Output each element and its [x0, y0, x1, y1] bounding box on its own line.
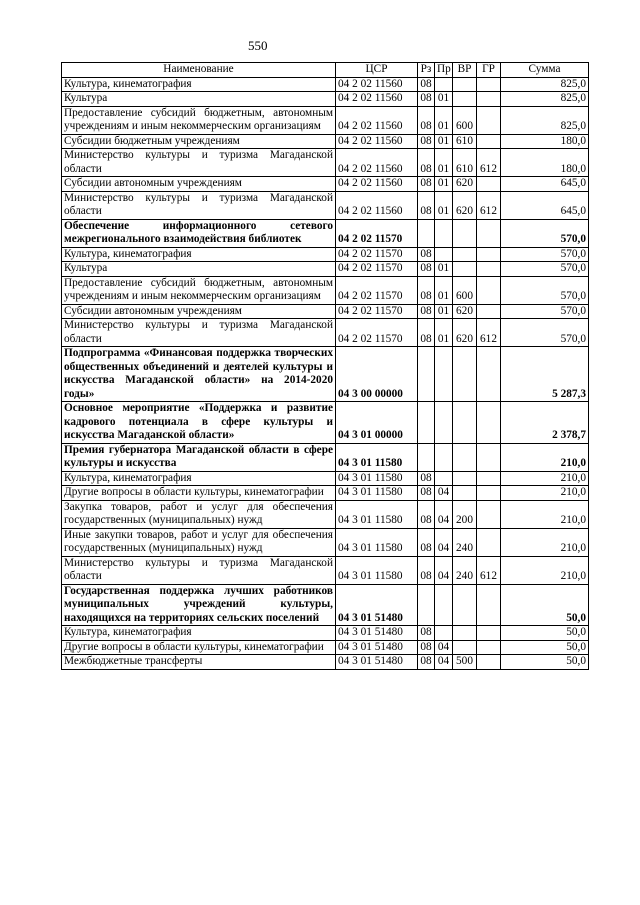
row-vr-cell	[453, 402, 477, 444]
row-rz-cell	[418, 443, 435, 471]
row-csr-cell: 04 3 01 00000	[336, 402, 418, 444]
table-row	[62, 486, 589, 501]
row-sum-cell: 570,0	[501, 247, 589, 262]
row-gr-cell	[477, 92, 501, 107]
row-sum-cell: 570,0	[501, 304, 589, 319]
row-sum-cell: 570,0	[501, 262, 589, 277]
row-sum-cell: 180,0	[501, 149, 589, 177]
row-csr-cell: 04 2 02 11560	[336, 106, 418, 134]
row-pr-cell: 01	[435, 149, 453, 177]
row-vr-cell	[453, 486, 477, 501]
row-gr-cell	[477, 276, 501, 304]
row-sum-cell: 210,0	[501, 443, 589, 471]
table-row	[62, 149, 589, 177]
row-sum-cell: 210,0	[501, 528, 589, 556]
row-pr-cell: 04	[435, 556, 453, 584]
row-rz-cell: 08	[418, 149, 435, 177]
row-rz-cell: 08	[418, 319, 435, 347]
row-name-cell: Предоставление субсидий бюджетным, автономным учреждениям и иным некоммерческим организациям	[62, 106, 336, 134]
row-pr-cell: 01	[435, 177, 453, 192]
row-sum-cell: 645,0	[501, 191, 589, 219]
row-gr-cell	[477, 402, 501, 444]
row-gr-cell	[477, 626, 501, 641]
column-header-rz: Рз	[418, 63, 435, 78]
row-rz-cell: 08	[418, 191, 435, 219]
row-csr-cell: 04 2 02 11560	[336, 92, 418, 107]
column-header-pr: Пр	[435, 63, 453, 78]
row-rz-cell: 08	[418, 471, 435, 486]
row-name-cell: Предоставление субсидий бюджетным, автономным учреждениям и иным некоммерческим организациям	[62, 276, 336, 304]
row-name-cell: Культура	[62, 262, 336, 277]
row-sum-cell: 50,0	[501, 640, 589, 655]
row-gr-cell	[477, 77, 501, 92]
row-sum-cell: 210,0	[501, 471, 589, 486]
row-sum-cell: 210,0	[501, 556, 589, 584]
row-vr-cell	[453, 626, 477, 641]
column-header-vr: ВР	[453, 63, 477, 78]
row-rz-cell: 08	[418, 276, 435, 304]
row-rz-cell	[418, 584, 435, 626]
row-name-cell: Субсидии автономным учреждениям	[62, 304, 336, 319]
row-pr-cell: 01	[435, 92, 453, 107]
row-name-cell: Другие вопросы в области культуры, кинематографии	[62, 640, 336, 655]
row-vr-cell: 500	[453, 655, 477, 670]
row-vr-cell: 610	[453, 134, 477, 149]
row-rz-cell	[418, 402, 435, 444]
row-pr-cell	[435, 584, 453, 626]
row-name-cell: Министерство культуры и туризма Магаданской области	[62, 556, 336, 584]
row-gr-cell	[477, 500, 501, 528]
row-csr-cell: 04 2 02 11570	[336, 247, 418, 262]
row-csr-cell: 04 3 00 00000	[336, 347, 418, 402]
row-sum-cell: 825,0	[501, 92, 589, 107]
row-gr-cell: 612	[477, 149, 501, 177]
column-header-name: Наименование	[62, 63, 336, 78]
row-csr-cell: 04 3 01 11580	[336, 471, 418, 486]
row-vr-cell	[453, 92, 477, 107]
row-pr-cell: 01	[435, 319, 453, 347]
row-csr-cell: 04 2 02 11560	[336, 134, 418, 149]
row-pr-cell: 01	[435, 191, 453, 219]
table-row	[62, 92, 589, 107]
row-pr-cell: 04	[435, 528, 453, 556]
row-gr-cell	[477, 304, 501, 319]
row-rz-cell: 08	[418, 556, 435, 584]
row-name-cell: Межбюджетные трансферты	[62, 655, 336, 670]
row-name-cell: Министерство культуры и туризма Магаданской области	[62, 191, 336, 219]
row-vr-cell	[453, 443, 477, 471]
row-gr-cell	[477, 134, 501, 149]
row-gr-cell	[477, 640, 501, 655]
row-rz-cell: 08	[418, 106, 435, 134]
row-vr-cell	[453, 347, 477, 402]
table-row	[62, 77, 589, 92]
row-pr-cell	[435, 443, 453, 471]
row-vr-cell: 600	[453, 276, 477, 304]
row-name-cell: Культура	[62, 92, 336, 107]
row-vr-cell: 620	[453, 177, 477, 192]
table-row	[62, 471, 589, 486]
table-row	[62, 247, 589, 262]
table-row	[62, 528, 589, 556]
row-gr-cell	[477, 106, 501, 134]
row-sum-cell: 5 287,3	[501, 347, 589, 402]
row-gr-cell: 612	[477, 191, 501, 219]
column-header-gr: ГР	[477, 63, 501, 78]
row-pr-cell	[435, 219, 453, 247]
row-pr-cell: 04	[435, 486, 453, 501]
row-vr-cell: 240	[453, 556, 477, 584]
row-name-cell: Обеспечение информационного сетевого межрегионального взаимодействия библиотек	[62, 219, 336, 247]
table-row	[62, 347, 589, 402]
row-sum-cell: 210,0	[501, 486, 589, 501]
row-vr-cell	[453, 247, 477, 262]
row-pr-cell: 04	[435, 640, 453, 655]
row-name-cell: Субсидии бюджетным учреждениям	[62, 134, 336, 149]
row-pr-cell: 01	[435, 304, 453, 319]
row-vr-cell	[453, 640, 477, 655]
row-rz-cell: 08	[418, 528, 435, 556]
table-row	[62, 584, 589, 626]
row-csr-cell: 04 3 01 51480	[336, 655, 418, 670]
row-csr-cell: 04 2 02 11570	[336, 219, 418, 247]
table-row	[62, 191, 589, 219]
row-gr-cell	[477, 347, 501, 402]
row-name-cell: Субсидии автономным учреждениям	[62, 177, 336, 192]
table-row	[62, 640, 589, 655]
row-sum-cell: 210,0	[501, 500, 589, 528]
row-csr-cell: 04 3 01 11580	[336, 528, 418, 556]
row-sum-cell: 825,0	[501, 106, 589, 134]
row-rz-cell: 08	[418, 134, 435, 149]
row-rz-cell	[418, 347, 435, 402]
row-rz-cell: 08	[418, 177, 435, 192]
row-csr-cell: 04 2 02 11560	[336, 149, 418, 177]
row-pr-cell: 01	[435, 106, 453, 134]
table-row	[62, 106, 589, 134]
row-rz-cell: 08	[418, 304, 435, 319]
row-rz-cell: 08	[418, 262, 435, 277]
row-gr-cell	[477, 471, 501, 486]
row-vr-cell: 610	[453, 149, 477, 177]
row-pr-cell: 04	[435, 500, 453, 528]
row-name-cell: Иные закупки товаров, работ и услуг для обеспечения государственных (муниципальных) нужд	[62, 528, 336, 556]
row-rz-cell: 08	[418, 500, 435, 528]
row-name-cell: Культура, кинематография	[62, 471, 336, 486]
row-sum-cell: 50,0	[501, 584, 589, 626]
table-row	[62, 402, 589, 444]
table-row	[62, 219, 589, 247]
row-name-cell: Культура, кинематография	[62, 626, 336, 641]
row-gr-cell	[477, 528, 501, 556]
row-sum-cell: 825,0	[501, 77, 589, 92]
row-gr-cell	[477, 443, 501, 471]
row-vr-cell: 200	[453, 500, 477, 528]
row-name-cell: Культура, кинематография	[62, 77, 336, 92]
table-row	[62, 304, 589, 319]
row-csr-cell: 04 3 01 51480	[336, 626, 418, 641]
row-vr-cell	[453, 219, 477, 247]
row-sum-cell: 50,0	[501, 626, 589, 641]
row-sum-cell: 570,0	[501, 319, 589, 347]
table-row	[62, 443, 589, 471]
row-name-cell: Премия губернатора Магаданской области в сфере культуры и искусства	[62, 443, 336, 471]
row-csr-cell: 04 2 02 11570	[336, 262, 418, 277]
row-gr-cell: 612	[477, 556, 501, 584]
row-gr-cell	[477, 486, 501, 501]
row-sum-cell: 2 378,7	[501, 402, 589, 444]
row-rz-cell: 08	[418, 626, 435, 641]
table-row	[62, 276, 589, 304]
row-sum-cell: 570,0	[501, 276, 589, 304]
row-pr-cell	[435, 347, 453, 402]
table-row	[62, 262, 589, 277]
row-vr-cell	[453, 77, 477, 92]
row-vr-cell: 620	[453, 304, 477, 319]
column-header-sum: Сумма	[501, 63, 589, 78]
row-name-cell: Министерство культуры и туризма Магаданской области	[62, 319, 336, 347]
row-pr-cell: 01	[435, 134, 453, 149]
row-name-cell: Культура, кинематография	[62, 247, 336, 262]
row-gr-cell	[477, 177, 501, 192]
row-csr-cell: 04 2 02 11560	[336, 177, 418, 192]
row-name-cell: Закупка товаров, работ и услуг для обеспечения государственных (муниципальных) нужд	[62, 500, 336, 528]
row-gr-cell	[477, 655, 501, 670]
row-csr-cell: 04 3 01 11580	[336, 556, 418, 584]
table-row	[62, 134, 589, 149]
row-vr-cell	[453, 262, 477, 277]
row-gr-cell	[477, 584, 501, 626]
row-rz-cell: 08	[418, 77, 435, 92]
row-gr-cell	[477, 262, 501, 277]
table-row	[62, 556, 589, 584]
row-gr-cell	[477, 219, 501, 247]
table-row	[62, 177, 589, 192]
row-vr-cell: 620	[453, 319, 477, 347]
row-rz-cell: 08	[418, 92, 435, 107]
row-gr-cell	[477, 247, 501, 262]
row-csr-cell: 04 3 01 51480	[336, 640, 418, 655]
row-name-cell: Министерство культуры и туризма Магаданской области	[62, 149, 336, 177]
budget-table	[61, 62, 589, 670]
row-rz-cell: 08	[418, 486, 435, 501]
table-body	[62, 77, 589, 669]
row-rz-cell: 08	[418, 247, 435, 262]
page-number: 550	[248, 38, 268, 53]
row-rz-cell: 08	[418, 640, 435, 655]
table-row	[62, 626, 589, 641]
row-csr-cell: 04 2 02 11560	[336, 191, 418, 219]
table-header-row	[62, 63, 589, 78]
row-pr-cell	[435, 77, 453, 92]
row-name-cell: Другие вопросы в области культуры, кинематографии	[62, 486, 336, 501]
row-csr-cell: 04 3 01 11580	[336, 500, 418, 528]
row-rz-cell	[418, 219, 435, 247]
row-pr-cell	[435, 402, 453, 444]
row-pr-cell: 01	[435, 262, 453, 277]
row-vr-cell: 620	[453, 191, 477, 219]
row-name-cell: Государственная поддержка лучших работников муниципальных учреждений культуры, находящихся на территориях сельских поселений	[62, 584, 336, 626]
row-sum-cell: 180,0	[501, 134, 589, 149]
column-header-csr: ЦСР	[336, 63, 418, 78]
row-pr-cell: 04	[435, 655, 453, 670]
row-vr-cell: 240	[453, 528, 477, 556]
row-sum-cell: 50,0	[501, 655, 589, 670]
table-row	[62, 655, 589, 670]
row-sum-cell: 645,0	[501, 177, 589, 192]
row-csr-cell: 04 3 01 11580	[336, 486, 418, 501]
row-csr-cell: 04 2 02 11570	[336, 319, 418, 347]
row-sum-cell: 570,0	[501, 219, 589, 247]
row-vr-cell	[453, 471, 477, 486]
row-pr-cell	[435, 471, 453, 486]
table-row	[62, 500, 589, 528]
row-csr-cell: 04 2 02 11560	[336, 77, 418, 92]
row-pr-cell: 01	[435, 276, 453, 304]
row-rz-cell: 08	[418, 655, 435, 670]
row-vr-cell: 600	[453, 106, 477, 134]
table-row	[62, 319, 589, 347]
row-name-cell: Подпрограмма «Финансовая поддержка творческих общественных объединений и деятелей культуры и искусства Магаданской области» на 2014-2020 годы»	[62, 347, 336, 402]
row-name-cell: Основное мероприятие «Поддержка и развитие кадрового потенциала в сфере культуры и искусства Магаданской области»	[62, 402, 336, 444]
row-pr-cell	[435, 247, 453, 262]
row-csr-cell: 04 2 02 11570	[336, 304, 418, 319]
row-gr-cell: 612	[477, 319, 501, 347]
row-pr-cell	[435, 626, 453, 641]
row-csr-cell: 04 3 01 51480	[336, 584, 418, 626]
row-csr-cell: 04 3 01 11580	[336, 443, 418, 471]
row-vr-cell	[453, 584, 477, 626]
row-csr-cell: 04 2 02 11570	[336, 276, 418, 304]
